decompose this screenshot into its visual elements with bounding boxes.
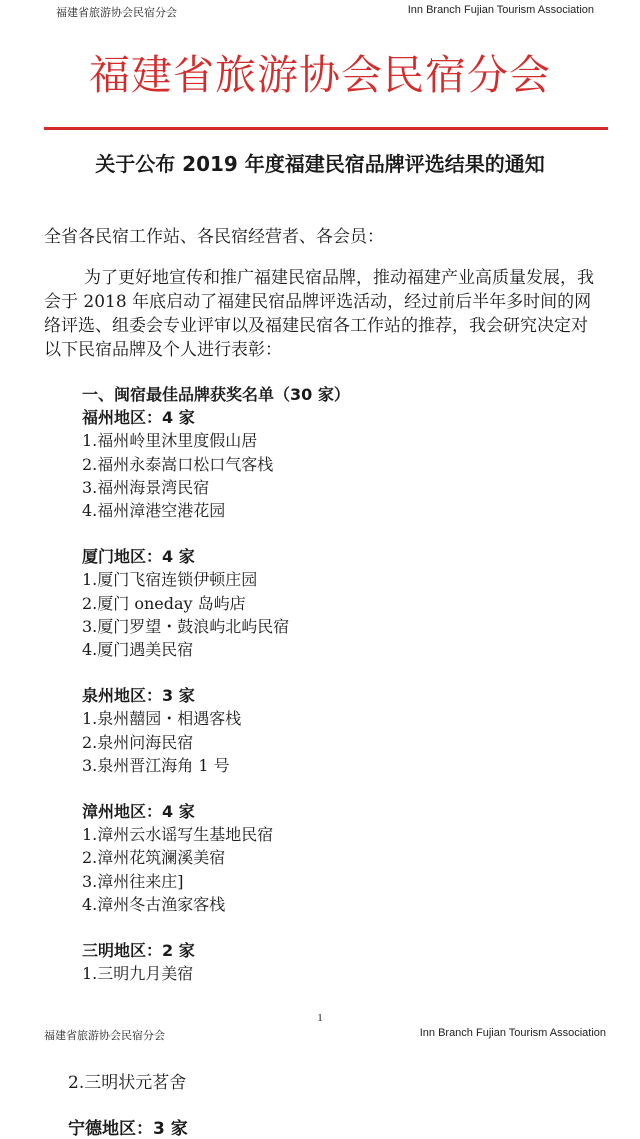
region-heading: 宁德地区：3 家	[68, 1119, 188, 1139]
region-heading: 三明地区：2 家	[82, 941, 195, 961]
list-item: 1.泉州囍园・相遇客栈	[82, 709, 242, 729]
region-heading: 漳州地区：4 家	[82, 802, 195, 822]
region-block	[82, 939, 602, 985]
region-block	[82, 684, 602, 777]
list-item: 2.泉州问海民宿	[82, 732, 194, 752]
list-item: 4.漳州冬古渔家客栈	[82, 894, 226, 914]
page-header-right: Inn Branch Fujian Tourism Association	[407, 4, 594, 16]
list-item: 3.福州海景湾民宿	[82, 477, 210, 497]
list-item: 2.漳州花筑澜溪美宿	[82, 848, 226, 868]
list-item: 4.厦门遇美民宿	[82, 640, 194, 660]
award-list	[82, 383, 602, 985]
list-item: 1.漳州云水谣写生基地民宿	[82, 825, 274, 845]
salutation: 全省各民宿工作站、各民宿经营者、各会员：	[44, 227, 384, 247]
list-item: 2.三明状元茗舍	[68, 1073, 187, 1093]
list-item: 1.厦门飞宿连锁伊顿庄园	[82, 570, 258, 590]
list-item: 3.泉州晋江海角 1 号	[82, 755, 230, 775]
intro-paragraph: 为了更好地宣传和推广福建民宿品牌，推动福建产业高质量发展，我会于 2018 年底启动了福建民宿品牌评选活动，经过前后半年多时间的网络评选、组委会专业评审以及福建民宿各工作站的推荐，我会研究决定对以下民宿品牌及个人进行表彰：	[44, 268, 594, 360]
list-item: 1.三明九月美宿	[82, 964, 194, 984]
list-item: 3.厦门罗望・鼓浪屿北屿民宿	[82, 616, 290, 636]
region-heading: 泉州地区：3 家	[82, 686, 195, 706]
list-item: 1.福州岭里沐里度假山居	[82, 431, 258, 451]
title-divider	[44, 127, 608, 130]
region-heading: 厦门地区：4 家	[82, 547, 195, 567]
page-number: 1	[317, 1012, 323, 1024]
list-item: 3.漳州往来庄]	[82, 871, 184, 891]
region-heading: 福州地区：4 家	[82, 408, 195, 428]
page2-header-left: 福建省旅游协会民宿分会	[44, 1029, 165, 1042]
list-item: 2.厦门 oneday 岛屿店	[82, 593, 246, 613]
region-block	[82, 406, 602, 522]
section-heading: 一、闽宿最佳品牌获奖名单（30 家）	[82, 385, 350, 404]
page-header-left: 福建省旅游协会民宿分会	[56, 6, 177, 19]
notice-title: 关于公布 2019 年度福建民宿品牌评选结果的通知	[95, 152, 545, 176]
region-list	[82, 406, 602, 985]
region-block	[82, 545, 602, 661]
list-item: 4.福州漳港空港花园	[82, 501, 226, 521]
list-item: 2.福州永泰嵩口松口气客栈	[82, 454, 274, 474]
region-block	[82, 800, 602, 916]
page2-header-right: Inn Branch Fujian Tourism Association	[419, 1027, 606, 1039]
organization-title: 福建省旅游协会民宿分会	[89, 51, 551, 99]
